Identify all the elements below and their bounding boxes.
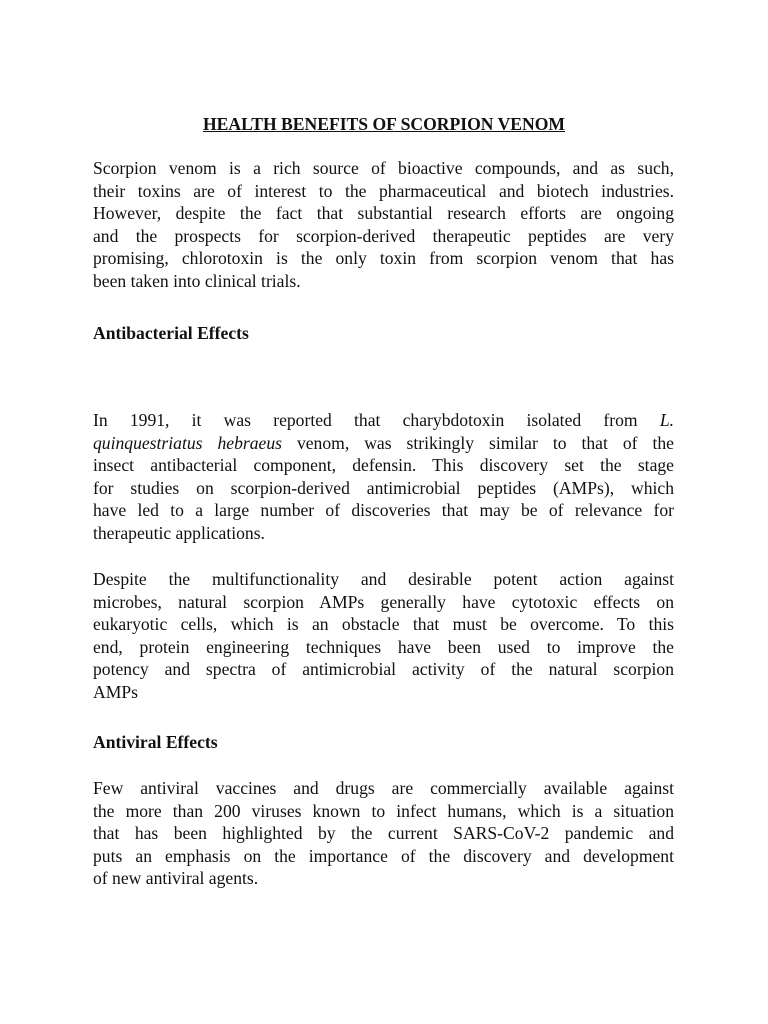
antibacterial-paragraph-2 [93, 568, 674, 704]
antibacterial-line: AMPs [93, 681, 138, 702]
antibacterial-line [93, 432, 674, 455]
species-name: quinquestriatus hebraeus [93, 432, 282, 453]
section-heading-antiviral: Antiviral Effects [93, 732, 218, 752]
antibacterial-line-text: venom, was strikingly similar to that of the [281, 432, 674, 453]
antibacterial-line: insect antibacterial component, defensin. This discovery set the stage [93, 455, 674, 476]
antibacterial-line [93, 409, 674, 432]
section-heading-antibacterial: Antibacterial Effects [93, 323, 249, 343]
antibacterial-line: microbes, natural scorpion AMPs generally have cytotoxic effects on [93, 591, 674, 612]
antiviral-line: the more than 200 viruses known to infect humans, which is a situation [93, 800, 674, 821]
antiviral-line: of new antiviral agents. [93, 868, 259, 889]
antibacterial-line: end, protein engineering techniques have been used to improve the [93, 636, 674, 657]
antiviral-line: that has been highlighted by the current SARS-CoV-2 pandemic and [93, 823, 674, 844]
antibacterial-line: therapeutic applications. [93, 522, 265, 543]
intro-line: and the prospects for scorpion-derived therapeutic peptides are very [93, 225, 674, 246]
intro-line: their toxins are of interest to the pharmaceutical and biotech industries. [93, 180, 674, 201]
antiviral-line: puts an emphasis on the importance of the discovery and development [93, 845, 674, 866]
antibacterial-line: have led to a large number of discoveries that may be of relevance for [93, 500, 674, 521]
antibacterial-line-text: In 1991, it was reported that charybdotoxin isolated from [93, 410, 638, 430]
antibacterial-line: Despite the multifunctionality and desirable potent action against [93, 569, 674, 589]
antiviral-paragraph-1 [93, 777, 674, 890]
antibacterial-paragraph-1 [93, 409, 674, 545]
antiviral-line: Few antiviral vaccines and drugs are commercially available against [93, 778, 674, 798]
intro-line: However, despite the fact that substantial research efforts are ongoing [93, 203, 674, 224]
antibacterial-line: potency and spectra of antimicrobial activity of the natural scorpion [93, 659, 674, 680]
document-title: HEALTH BENEFITS OF SCORPION VENOM [202, 114, 566, 134]
antibacterial-line: for studies on scorpion-derived antimicrobial peptides (AMPs), which [93, 477, 674, 498]
intro-line: promising, chlorotoxin is the only toxin from scorpion venom that has [93, 248, 674, 269]
intro-line: been taken into clinical trials. [93, 270, 301, 291]
species-name-genus: L. [659, 410, 674, 430]
intro-paragraph [93, 157, 674, 293]
intro-line: Scorpion venom is a rich source of bioactive compounds, and as such, [93, 158, 674, 178]
antibacterial-line: eukaryotic cells, which is an obstacle that must be overcome. To this [93, 614, 674, 635]
